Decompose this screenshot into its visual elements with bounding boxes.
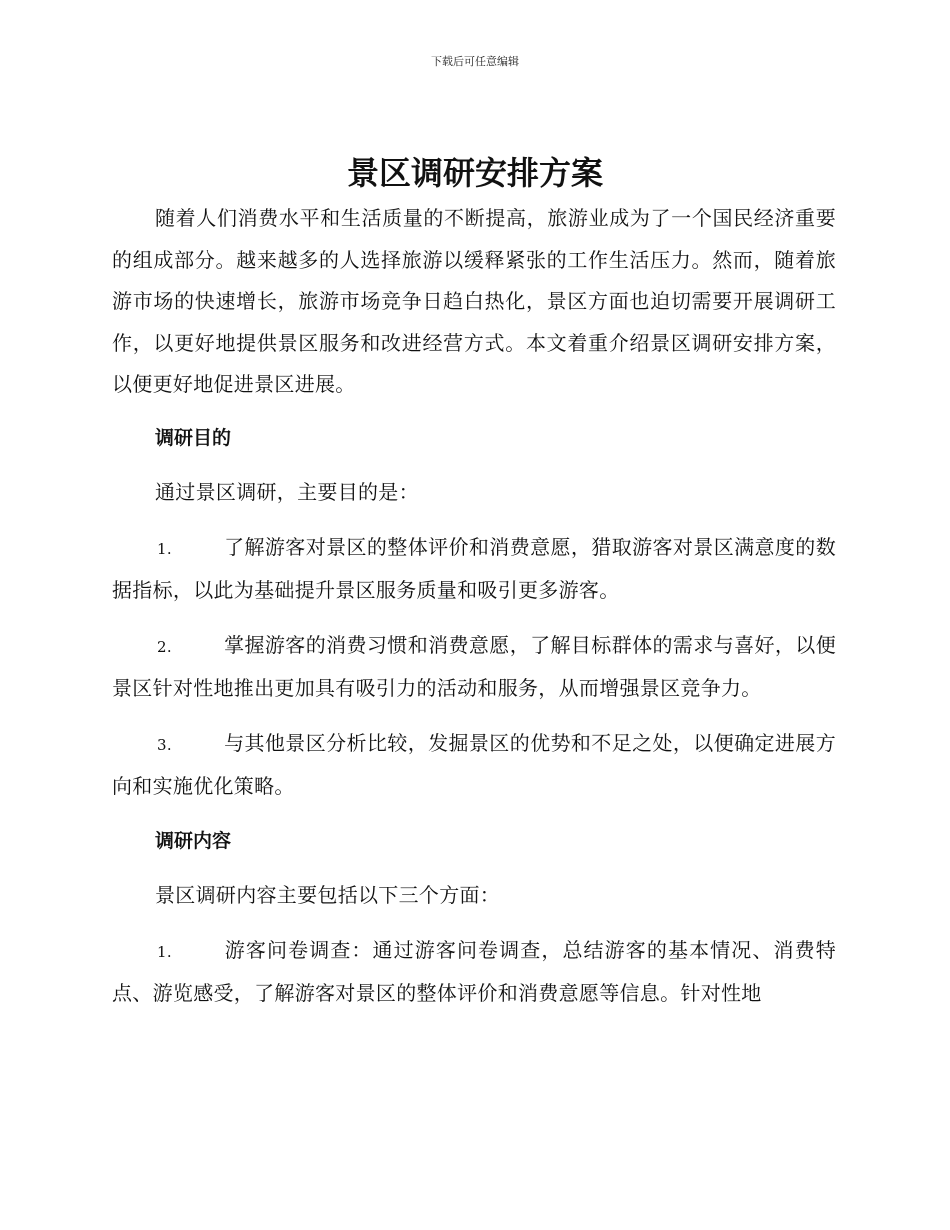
header-note: 下载后可任意编辑 [431,55,519,68]
list-item-text: 了解游客对景区的整体评价和消费意愿，猎取游客对景区满意度的数据指标，以此为基础提升景区服务质量和吸引更多游客。 [112,534,836,602]
section-heading-purpose: 调研目的 [155,426,232,449]
list-item [112,930,836,1015]
list-item [112,527,836,612]
document-body [112,198,836,1028]
section-lead-purpose: 通过景区调研，主要目的是： [155,480,419,504]
list-item-number: 1. [157,539,172,558]
list-item-text: 游客问卷调查：通过游客问卷调查，总结游客的基本情况、消费特点、游览感受，了解游客对景区的整体评价和消费意愿等信息。针对性地 [112,937,836,1005]
list-item [112,625,836,710]
section-lead-content: 景区调研内容主要包括以下三个方面： [155,883,501,907]
list-item-text: 掌握游客的消费习惯和消费意愿，了解目标群体的需求与喜好，以便景区针对性地推出更加具有吸引力的活动和服务，从而增强景区竞争力。 [112,632,836,700]
intro-paragraph: 随着人们消费水平和生活质量的不断提高，旅游业成为了一个国民经济重要的组成部分。越来越多的人选择旅游以缓释紧张的工作生活压力。然而，随着旅游市场的快速增长，旅游市场竞争日趋白热化，景区方面也迫切需要开展调研工作，以更好地提供景区服务和改进经营方式。本文着重介绍景区调研安排方案，以便更好地促进景区进展。 [112,206,836,396]
list-item-text: 与其他景区分析比较，发掘景区的优势和不足之处，以便确定进展方向和实施优化策略。 [112,730,836,798]
section-heading-content: 调研内容 [155,829,232,852]
list-item-number: 2. [157,637,172,656]
list-item-number: 3. [157,735,172,754]
list-item [112,723,836,808]
document-title: 景区调研安排方案 [346,154,603,192]
list-item-number: 1. [157,942,172,961]
